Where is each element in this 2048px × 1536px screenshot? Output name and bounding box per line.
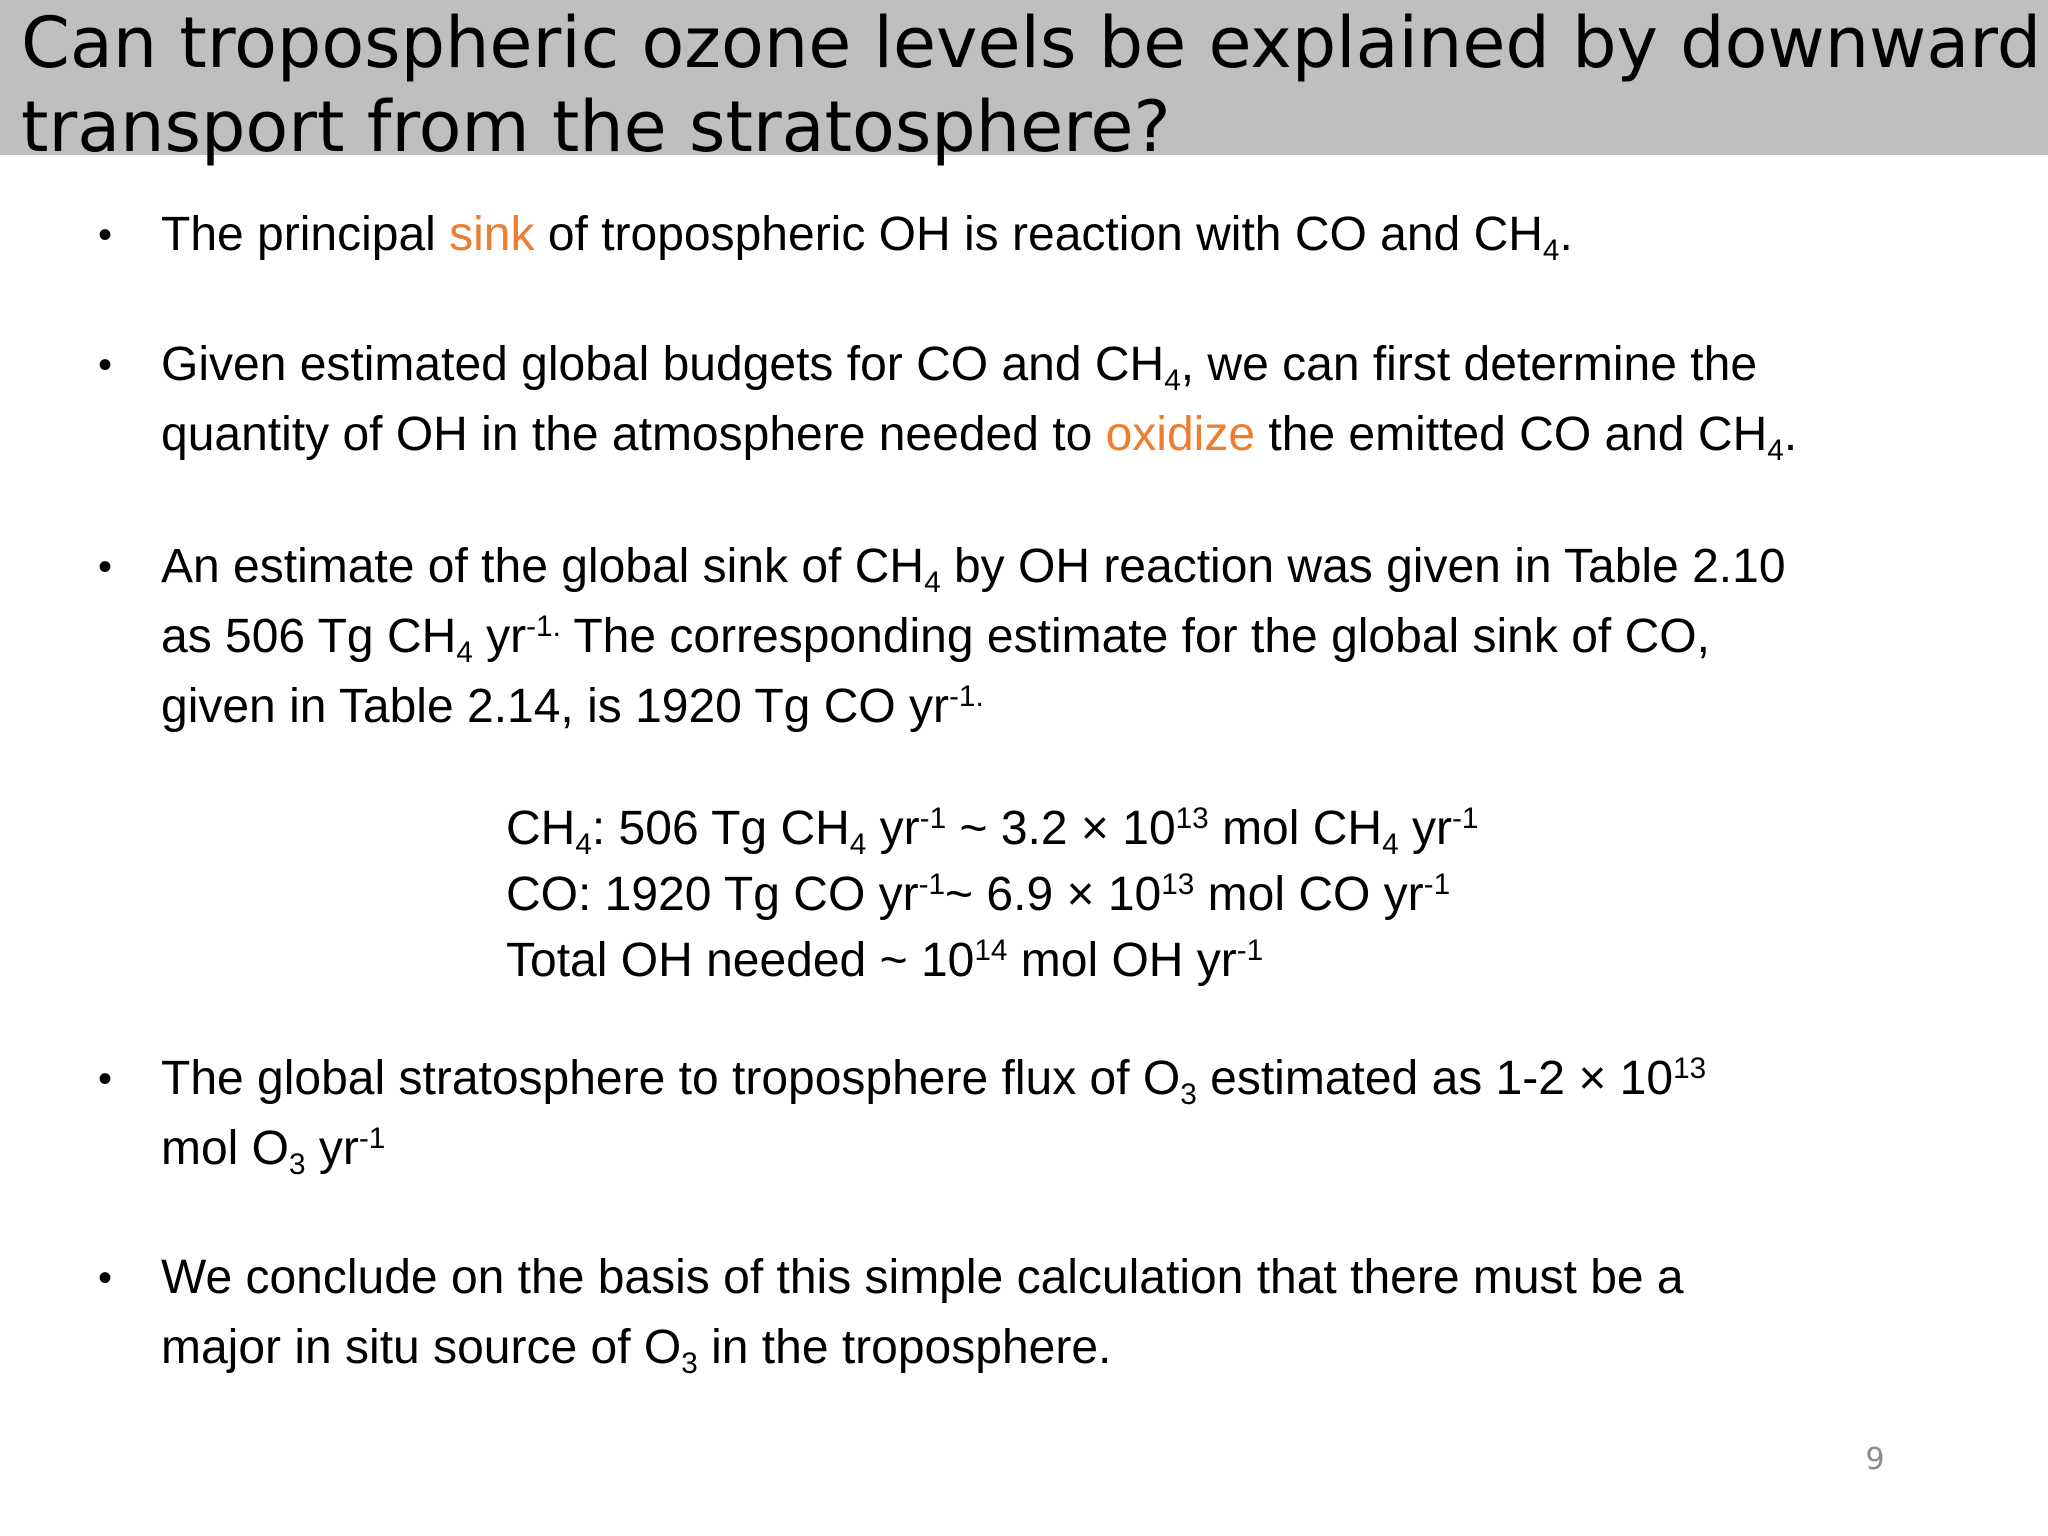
superscript: 14 <box>974 933 1008 967</box>
text-run: Given estimated global budgets for CO and CH <box>161 338 1165 391</box>
bullet-text <box>161 1044 2021 1184</box>
bullet-line <box>161 672 2021 742</box>
text-run: yr <box>472 610 527 663</box>
text-run: yr <box>866 802 920 855</box>
superscript: -1 <box>1236 933 1264 967</box>
subscript: 4 <box>575 828 592 862</box>
slide-title-line: Can tropospheric ozone levels be explained by downward <box>21 2 2042 84</box>
bullet-marker: • <box>98 1256 113 1300</box>
text-run: , we can first determine the <box>1180 338 1758 391</box>
text-run: mol CO yr <box>1194 868 1424 921</box>
text-run: quantity of OH in the atmosphere needed to <box>161 408 1106 461</box>
text-run: major in situ source of O <box>161 1321 682 1374</box>
highlighted-term: sink <box>449 208 535 261</box>
subscript: 4 <box>1767 434 1784 468</box>
superscript: -1 <box>918 867 946 901</box>
text-run: of tropospheric OH is reaction with CO and CH <box>534 208 1543 261</box>
text-run: ~ 3.2 × 10 <box>946 802 1176 855</box>
subscript: 3 <box>1180 1078 1197 1112</box>
text-run: We conclude on the basis of this simple calculation that there must be a <box>161 1251 1684 1304</box>
bullet-marker: • <box>98 213 113 257</box>
superscript: -1 <box>358 1121 386 1155</box>
subscript: 4 <box>1164 364 1181 398</box>
bullet-marker: • <box>98 1057 113 1101</box>
superscript: -1 <box>919 801 947 835</box>
bullet-line <box>161 1313 2021 1383</box>
subscript: 4 <box>924 566 941 600</box>
text-run: yr <box>1398 802 1452 855</box>
bullet-text <box>161 1243 2021 1383</box>
subscript: 4 <box>1542 234 1560 268</box>
slide-title <box>21 1 2042 169</box>
text-run: estimated as 1-2 × 10 <box>1196 1052 1674 1105</box>
superscript: 13 <box>1175 801 1209 835</box>
text-run: . <box>1559 208 1573 261</box>
formula-line <box>506 862 1606 928</box>
text-run: The corresponding estimate for the global sink of CO, <box>560 610 1710 663</box>
text-run: in the troposphere. <box>697 1321 1112 1374</box>
bullet-line <box>161 602 2021 672</box>
superscript: -1. <box>949 679 984 713</box>
bullet-item <box>98 1243 2021 1383</box>
text-run: yr <box>305 1122 359 1175</box>
subscript: 4 <box>849 828 867 862</box>
slide-title-line: transport from the stratosphere? <box>21 86 1171 168</box>
subscript: 3 <box>289 1148 306 1182</box>
superscript: -1. <box>526 609 561 643</box>
text-run: An estimate of the global sink of CH <box>161 540 925 593</box>
text-run: CH <box>506 802 576 855</box>
subscript: 4 <box>456 636 473 670</box>
bullet-line <box>161 532 2021 602</box>
formula-block <box>506 796 1606 994</box>
formula-line <box>506 928 1606 994</box>
subscript: 4 <box>1382 828 1399 862</box>
bullet-item <box>98 1044 2021 1184</box>
text-run: by OH reaction was given in Table 2.10 <box>940 540 1786 593</box>
text-run: Total OH needed ~ 10 <box>506 934 975 987</box>
bullet-line <box>161 1243 2021 1313</box>
highlighted-term: oxidize <box>1105 408 1256 461</box>
text-run: mol O <box>161 1122 290 1175</box>
superscript: -1 <box>1423 867 1451 901</box>
bullet-line <box>161 200 2021 270</box>
superscript: 13 <box>1673 1051 1707 1085</box>
text-run: mol OH yr <box>1007 934 1237 987</box>
text-run: The principal <box>161 208 450 261</box>
bullet-line <box>161 1044 2021 1114</box>
bullet-item <box>98 200 2021 270</box>
text-run: CO: 1920 Tg CO yr <box>506 868 919 921</box>
text-run: The global stratosphere to troposphere flux of O <box>161 1052 1181 1105</box>
bullet-line <box>161 330 2021 400</box>
text-run: ~ 6.9 × 10 <box>945 868 1162 921</box>
text-run: given in Table 2.14, is 1920 Tg CO yr <box>161 680 950 733</box>
text-run: as 506 Tg CH <box>161 610 457 663</box>
text-run: mol CH <box>1208 802 1383 855</box>
superscript: 13 <box>1161 867 1195 901</box>
bullet-text <box>161 330 2021 470</box>
bullet-marker: • <box>98 343 113 387</box>
page-number: 9 <box>1865 1442 1885 1477</box>
bullet-line <box>161 1114 2021 1184</box>
superscript: -1 <box>1451 801 1479 835</box>
formula-line <box>506 796 1606 862</box>
bullet-item <box>98 532 2021 742</box>
bullet-line <box>161 400 2021 470</box>
text-run: . <box>1783 408 1798 461</box>
title-bar <box>0 0 2048 168</box>
text-run: the emitted CO and CH <box>1255 408 1768 461</box>
bullet-text <box>161 532 2021 742</box>
subscript: 3 <box>681 1347 698 1381</box>
bullet-item <box>98 330 2021 470</box>
text-run: : 506 Tg CH <box>591 802 850 855</box>
bullet-marker: • <box>98 545 113 589</box>
bullet-text <box>161 200 2021 270</box>
